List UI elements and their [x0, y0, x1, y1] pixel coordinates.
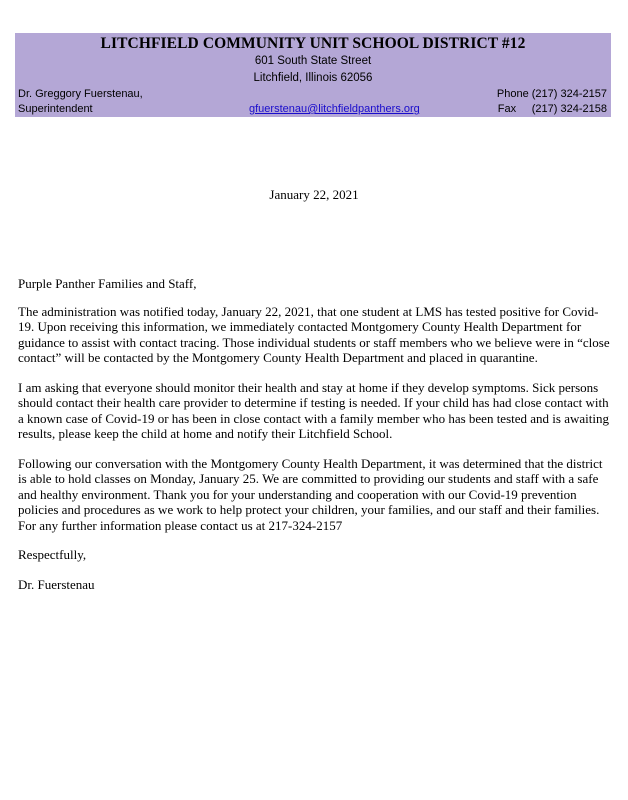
paragraph-1: The administration was notified today, January 22, 2021, that one student at LMS has tested positive for Covid-19. Upon receiving this information, we immediately contacted Montgomery County Health Department for guidance to assist with contact tracing. Those individual students or staff members who we believe were in “close contact” will be contacted by the Montgomery County Health Department and placed in quarantine.: [18, 303, 610, 365]
email-link[interactable]: gfuerstenau@litchfieldpanthers.org: [249, 103, 420, 115]
superintendent-title: Superintendent: [18, 103, 93, 115]
fax-label: Fax: [497, 103, 517, 115]
salutation: Purple Panther Families and Staff,: [18, 276, 197, 291]
closing: Respectfully,: [18, 547, 87, 562]
fax-number: (217) 324-2158: [531, 103, 607, 115]
paragraph-2: I am asking that everyone should monitor their health and stay at home if they develop symptoms. Sick persons should contact their health care provider to determine if testing is needed. If your child has had close contact with a known case of Covid-19 or has been in close contact with a family member who has been tested and is awaiting results, please keep the child at home and notify their Litchfield School.: [18, 379, 609, 441]
superintendent-name: Dr. Greggory Fuerstenau,: [18, 88, 143, 100]
signature: Dr. Fuerstenau: [18, 576, 95, 592]
letterhead: [15, 33, 611, 117]
phone-number: Phone (217) 324-2157: [496, 88, 607, 100]
letter-date: January 22, 2021: [269, 187, 359, 202]
letter-body: [18, 276, 610, 606]
district-title: LITCHFIELD COMMUNITY UNIT SCHOOL DISTRICT #12: [100, 35, 526, 52]
fax-line: [498, 103, 607, 115]
city-address: Litchfield, Illinois 62056: [253, 72, 373, 84]
paragraph-3: Following our conversation with the Montgomery County Health Department, it was determined that the district is able to hold classes on Monday, January 25. We are committed to providing our students and staff with a safe and healthy environment. Thank you for your understanding and cooperation with our Covid-19 prevention policies and procedures as we work to help protect your children, your families, and our staff and their families. For any further information please contact us at 217-324-2157: [18, 455, 603, 533]
street-address: 601 South State Street: [254, 55, 372, 67]
